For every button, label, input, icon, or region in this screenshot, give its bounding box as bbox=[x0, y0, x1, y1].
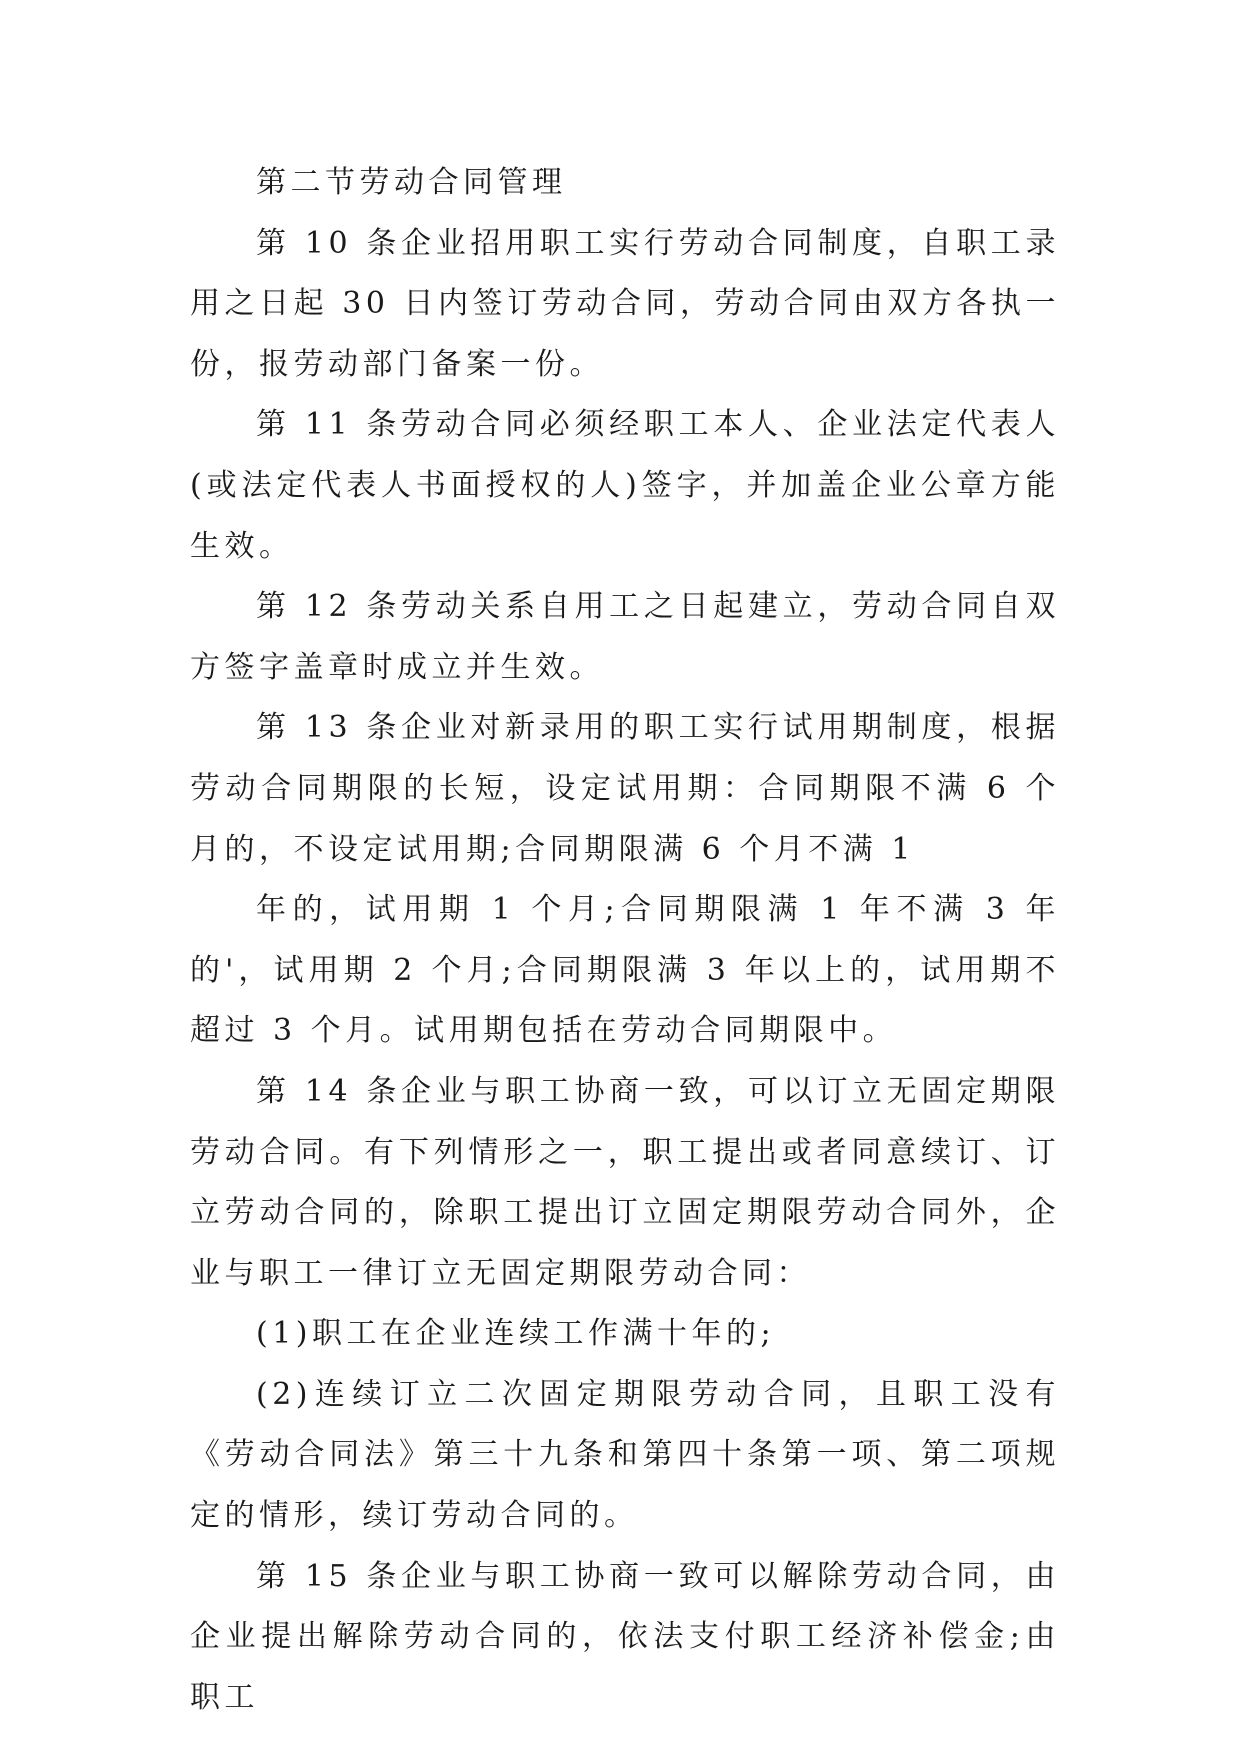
article-14-item-1: (1)职工在企业连续工作满十年的; bbox=[256, 1316, 776, 1352]
article-12-paragraph: 第 12 条劳动关系自用工之日起建立，劳动合同自双方签字盖章时成立并生效。 bbox=[190, 589, 1060, 685]
article-14-item-2: (2)连续订立二次固定期限劳动合同，且职工没有《劳动合同法》第三十九条和第四十条第一项、第二项规定的情形，续订劳动合同的。 bbox=[190, 1376, 1060, 1534]
article-14-paragraph: 第 14 条企业与职工协商一致，可以订立无固定期限劳动合同。有下列情形之一，职工提出或者同意续订、订立劳动合同的，除职工提出订立固定期限劳动合同外，企业与职工一律订立无固定期限劳动合同： bbox=[190, 1073, 1060, 1291]
article-11-paragraph: 第 11 条劳动合同必须经职工本人、企业法定代表人(或法定代表人书面授权的人)签字，并加盖企业公章方能生效。 bbox=[190, 407, 1060, 564]
article-10-paragraph: 第 10 条企业招用职工实行劳动合同制度，自职工录用之日起 30 日内签订劳动合同，劳动合同由双方各执一份，报劳动部门备案一份。 bbox=[190, 225, 1060, 382]
section-heading: 第二节劳动合同管理 bbox=[256, 165, 567, 200]
article-15-paragraph: 第 15 条企业与职工协商一致可以解除劳动合同，由企业提出解除劳动合同的，依法支付职工经济补偿金;由职工 bbox=[190, 1558, 1060, 1715]
article-13-continuation-paragraph: 年的，试用期 1 个月;合同期限满 1 年不满 3 年的'，试用期 2 个月;合同期限满 3 年以上的，试用期不超过 3 个月。试用期包括在劳动合同期限中。 bbox=[190, 892, 1060, 1049]
document-body bbox=[190, 153, 1060, 1728]
article-13-paragraph: 第 13 条企业对新录用的职工实行试用期制度，根据劳动合同期限的长短，设定试用期：合同期限不满 6 个月的，不设定试用期;合同期限满 6 个月不满 1 bbox=[190, 710, 1060, 867]
